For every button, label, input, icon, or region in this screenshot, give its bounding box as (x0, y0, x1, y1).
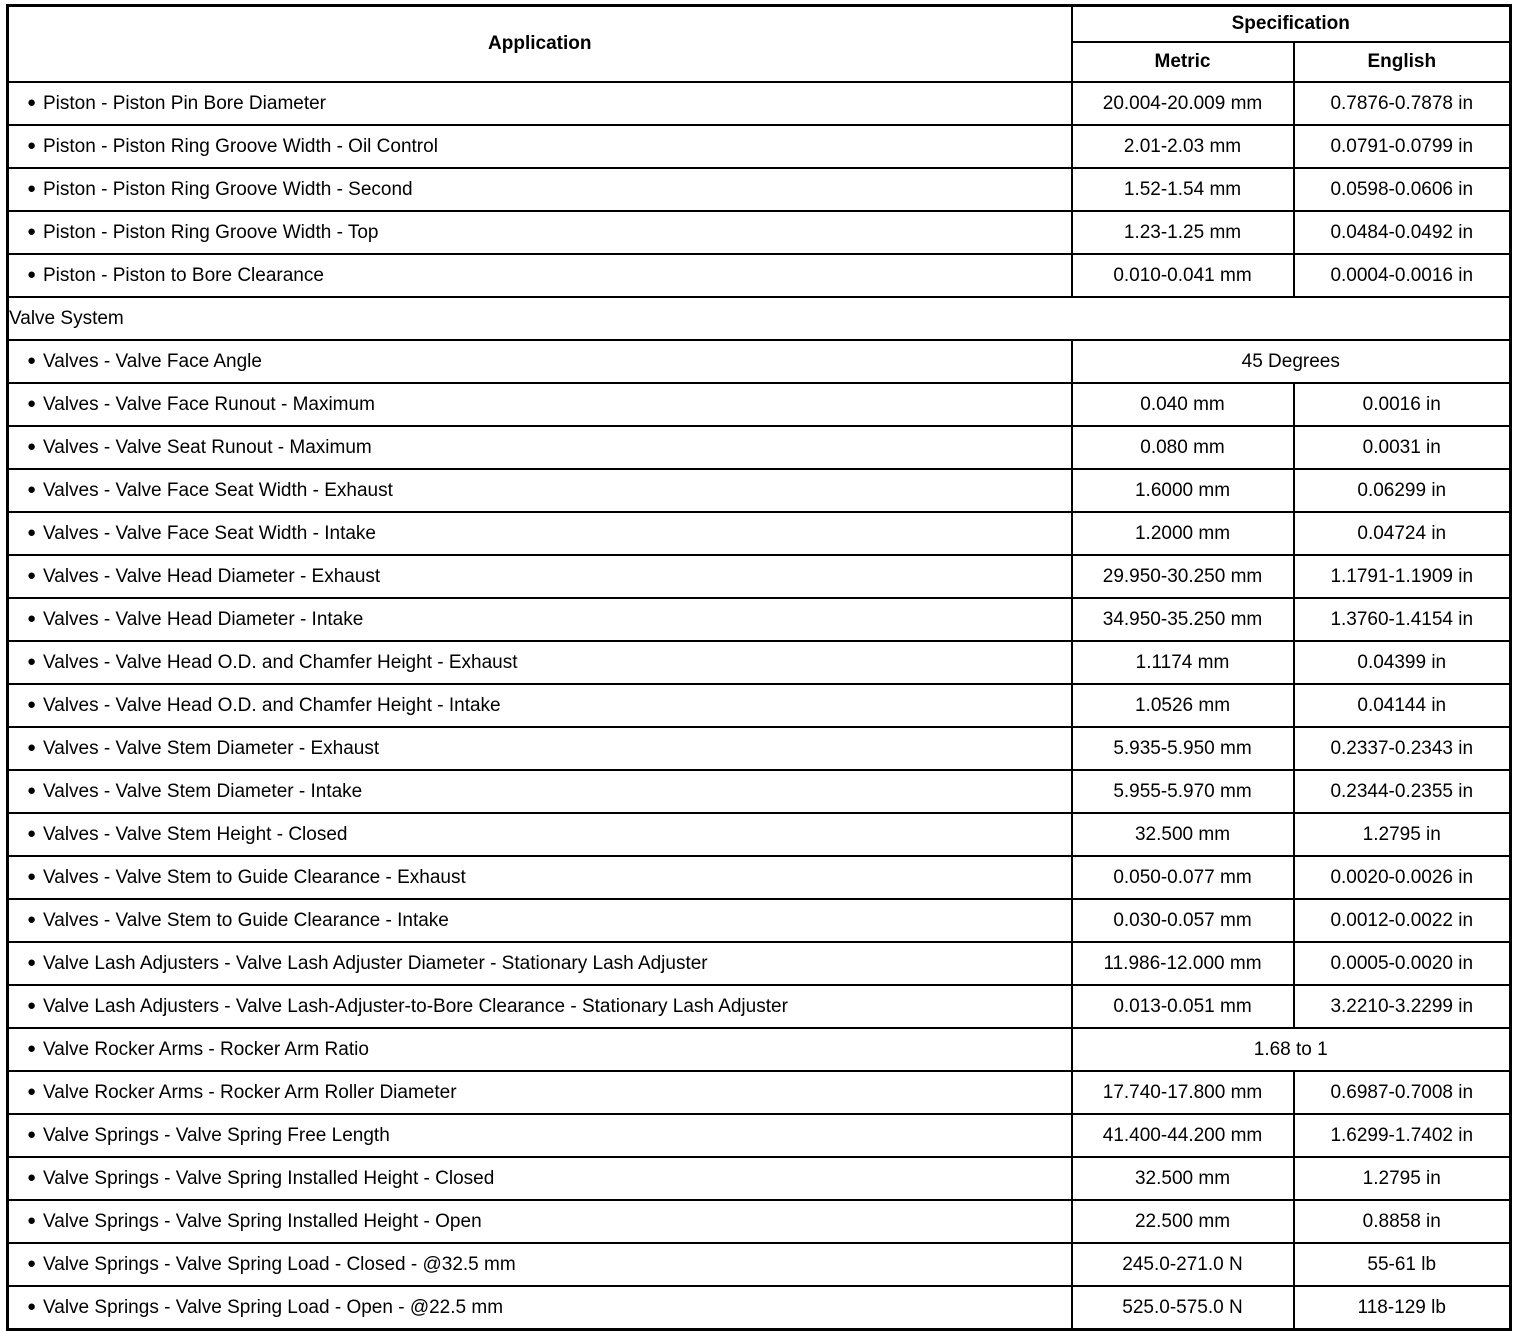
english-value-cell: 0.8858 in (1294, 1200, 1511, 1243)
application-cell (8, 1071, 1072, 1114)
table-body (8, 82, 1511, 1330)
table-row (8, 254, 1511, 297)
metric-value-cell: 11.986-12.000 mm (1072, 942, 1294, 985)
bullet-icon: ● (27, 653, 37, 670)
bullet-icon: ● (27, 180, 37, 197)
table-row (8, 512, 1511, 555)
application-cell (8, 598, 1072, 641)
bullet-icon: ● (27, 1040, 37, 1057)
bullet-icon: ● (27, 1126, 37, 1143)
table-row (8, 1286, 1511, 1330)
application-cell (8, 813, 1072, 856)
application-label: Valves - Valve Face Seat Width - Intake (43, 523, 376, 544)
bullet-icon: ● (27, 266, 37, 283)
application-cell (8, 899, 1072, 942)
application-label: Valve Rocker Arms - Rocker Arm Ratio (43, 1039, 369, 1060)
application-label: Valves - Valve Head O.D. and Chamfer Height - Exhaust (43, 652, 518, 673)
application-cell (8, 211, 1072, 254)
application-label: Valves - Valve Stem to Guide Clearance - Exhaust (43, 867, 466, 888)
application-cell (8, 1286, 1072, 1330)
application-label: Valves - Valve Stem to Guide Clearance - Intake (43, 910, 449, 931)
table-row (8, 1243, 1511, 1286)
application-cell (8, 469, 1072, 512)
english-value-cell: 0.2337-0.2343 in (1294, 727, 1511, 770)
metric-value-cell: 22.500 mm (1072, 1200, 1294, 1243)
metric-value-cell: 0.080 mm (1072, 426, 1294, 469)
table-row (8, 211, 1511, 254)
combined-specification-cell: 45 Degrees (1072, 340, 1511, 383)
bullet-icon: ● (27, 395, 37, 412)
bullet-icon: ● (27, 481, 37, 498)
table-row (8, 383, 1511, 426)
metric-value-cell: 32.500 mm (1072, 813, 1294, 856)
application-label: Valves - Valve Face Runout - Maximum (43, 394, 375, 415)
english-value-cell: 1.2795 in (1294, 813, 1511, 856)
metric-value-cell: 0.010-0.041 mm (1072, 254, 1294, 297)
table-row (8, 641, 1511, 684)
english-value-cell: 118-129 lb (1294, 1286, 1511, 1330)
metric-value-cell: 0.030-0.057 mm (1072, 899, 1294, 942)
bullet-icon: ● (27, 825, 37, 842)
metric-value-cell: 1.2000 mm (1072, 512, 1294, 555)
application-cell (8, 856, 1072, 899)
table-row (8, 856, 1511, 899)
bullet-icon: ● (27, 1169, 37, 1186)
metric-value-cell: 34.950-35.250 mm (1072, 598, 1294, 641)
application-cell (8, 1200, 1072, 1243)
metric-value-cell: 1.23-1.25 mm (1072, 211, 1294, 254)
column-header-specification: Specification (1072, 6, 1511, 43)
table-row (8, 1157, 1511, 1200)
bullet-icon: ● (27, 137, 37, 154)
table-row (8, 340, 1511, 383)
application-label: Valves - Valve Head O.D. and Chamfer Height - Intake (43, 695, 501, 716)
application-label: Piston - Piston Ring Groove Width - Top (43, 222, 379, 243)
metric-value-cell: 1.1174 mm (1072, 641, 1294, 684)
bullet-icon: ● (27, 94, 37, 111)
bullet-icon: ● (27, 1298, 37, 1315)
column-header-metric: Metric (1072, 42, 1294, 82)
table-row (8, 426, 1511, 469)
column-header-english: English (1294, 42, 1511, 82)
english-value-cell: 0.0012-0.0022 in (1294, 899, 1511, 942)
application-label: Valve Lash Adjusters - Valve Lash-Adjuster-to-Bore Clearance - Stationary Lash Adjuster (43, 996, 788, 1017)
application-label: Valves - Valve Stem Diameter - Exhaust (43, 738, 380, 759)
english-value-cell: 55-61 lb (1294, 1243, 1511, 1286)
metric-value-cell: 1.6000 mm (1072, 469, 1294, 512)
application-cell (8, 340, 1072, 383)
bullet-icon: ● (27, 1212, 37, 1229)
table-row (8, 813, 1511, 856)
metric-value-cell: 0.040 mm (1072, 383, 1294, 426)
bullet-icon: ● (27, 352, 37, 369)
english-value-cell: 0.0484-0.0492 in (1294, 211, 1511, 254)
english-value-cell: 1.1791-1.1909 in (1294, 555, 1511, 598)
application-label: Valve Lash Adjusters - Valve Lash Adjuster Diameter - Stationary Lash Adjuster (43, 953, 708, 974)
bullet-icon: ● (27, 567, 37, 584)
metric-value-cell: 41.400-44.200 mm (1072, 1114, 1294, 1157)
bullet-icon: ● (27, 997, 37, 1014)
bullet-icon: ● (27, 438, 37, 455)
table-row (8, 1114, 1511, 1157)
english-value-cell: 0.0005-0.0020 in (1294, 942, 1511, 985)
english-value-cell: 1.6299-1.7402 in (1294, 1114, 1511, 1157)
english-value-cell: 1.3760-1.4154 in (1294, 598, 1511, 641)
english-value-cell: 3.2210-3.2299 in (1294, 985, 1511, 1028)
table-row (8, 985, 1511, 1028)
english-value-cell: 0.0031 in (1294, 426, 1511, 469)
table-row (8, 727, 1511, 770)
application-cell (8, 426, 1072, 469)
application-label: Valves - Valve Face Angle (43, 351, 262, 372)
application-cell (8, 641, 1072, 684)
column-header-application: Application (8, 6, 1072, 83)
english-value-cell: 0.0004-0.0016 in (1294, 254, 1511, 297)
application-cell (8, 125, 1072, 168)
bullet-icon: ● (27, 696, 37, 713)
application-cell (8, 168, 1072, 211)
metric-value-cell: 1.52-1.54 mm (1072, 168, 1294, 211)
application-cell (8, 1243, 1072, 1286)
english-value-cell: 1.2795 in (1294, 1157, 1511, 1200)
english-value-cell: 0.04144 in (1294, 684, 1511, 727)
application-cell (8, 942, 1072, 985)
table-row (8, 555, 1511, 598)
metric-value-cell: 0.050-0.077 mm (1072, 856, 1294, 899)
table-row (8, 82, 1511, 125)
application-label: Piston - Piston Ring Groove Width - Oil Control (43, 136, 438, 157)
metric-value-cell: 5.955-5.970 mm (1072, 770, 1294, 813)
bullet-icon: ● (27, 524, 37, 541)
table-header (8, 6, 1511, 83)
table-row (8, 297, 1511, 340)
metric-value-cell: 0.013-0.051 mm (1072, 985, 1294, 1028)
application-cell (8, 1157, 1072, 1200)
section-header-label: Valve System (9, 307, 124, 329)
english-value-cell: 0.0020-0.0026 in (1294, 856, 1511, 899)
application-label: Valve Springs - Valve Spring Installed Height - Closed (43, 1168, 495, 1189)
table-row (8, 1028, 1511, 1071)
application-label: Valves - Valve Face Seat Width - Exhaust (43, 480, 393, 501)
table-row (8, 770, 1511, 813)
application-cell (8, 1028, 1072, 1071)
english-value-cell: 0.2344-0.2355 in (1294, 770, 1511, 813)
english-value-cell: 0.04399 in (1294, 641, 1511, 684)
table-row (8, 469, 1511, 512)
table-row (8, 899, 1511, 942)
application-cell (8, 254, 1072, 297)
bullet-icon: ● (27, 911, 37, 928)
application-label: Valve Rocker Arms - Rocker Arm Roller Diameter (43, 1082, 457, 1103)
application-label: Piston - Piston Ring Groove Width - Second (43, 179, 413, 200)
combined-specification-cell: 1.68 to 1 (1072, 1028, 1511, 1071)
application-label: Valve Springs - Valve Spring Installed Height - Open (43, 1211, 482, 1232)
english-value-cell: 0.7876-0.7878 in (1294, 82, 1511, 125)
application-label: Valves - Valve Head Diameter - Exhaust (43, 566, 381, 587)
application-label: Valves - Valve Seat Runout - Maximum (43, 437, 372, 458)
bullet-icon: ● (27, 610, 37, 627)
bullet-icon: ● (27, 868, 37, 885)
bullet-icon: ● (27, 1083, 37, 1100)
application-label: Valve Springs - Valve Spring Free Length (43, 1125, 390, 1146)
table-row (8, 684, 1511, 727)
english-value-cell: 0.0598-0.0606 in (1294, 168, 1511, 211)
application-label: Piston - Piston to Bore Clearance (43, 265, 324, 286)
application-label: Valves - Valve Stem Diameter - Intake (43, 781, 363, 802)
bullet-icon: ● (27, 954, 37, 971)
specifications-table (6, 4, 1512, 1331)
bullet-icon: ● (27, 739, 37, 756)
application-cell (8, 1114, 1072, 1157)
english-value-cell: 0.06299 in (1294, 469, 1511, 512)
metric-value-cell: 29.950-30.250 mm (1072, 555, 1294, 598)
application-label: Valves - Valve Stem Height - Closed (43, 824, 348, 845)
table-row (8, 125, 1511, 168)
table-row (8, 1071, 1511, 1114)
application-cell (8, 770, 1072, 813)
application-label: Piston - Piston Pin Bore Diameter (43, 93, 327, 114)
application-cell (8, 727, 1072, 770)
application-cell (8, 555, 1072, 598)
application-cell (8, 512, 1072, 555)
application-label: Valve Springs - Valve Spring Load - Closed - @32.5 mm (43, 1254, 516, 1275)
table-row (8, 598, 1511, 641)
application-label: Valves - Valve Head Diameter - Intake (43, 609, 364, 630)
table-row (8, 1200, 1511, 1243)
bullet-icon: ● (27, 223, 37, 240)
metric-value-cell: 1.0526 mm (1072, 684, 1294, 727)
application-cell (8, 383, 1072, 426)
section-header-cell (8, 297, 1511, 340)
metric-value-cell: 17.740-17.800 mm (1072, 1071, 1294, 1114)
table-row (8, 168, 1511, 211)
english-value-cell: 0.6987-0.7008 in (1294, 1071, 1511, 1114)
metric-value-cell: 2.01-2.03 mm (1072, 125, 1294, 168)
bullet-icon: ● (27, 782, 37, 799)
application-cell (8, 684, 1072, 727)
bullet-icon: ● (27, 1255, 37, 1272)
application-cell (8, 82, 1072, 125)
metric-value-cell: 20.004-20.009 mm (1072, 82, 1294, 125)
table-row (8, 942, 1511, 985)
metric-value-cell: 525.0-575.0 N (1072, 1286, 1294, 1330)
english-value-cell: 0.0016 in (1294, 383, 1511, 426)
application-cell (8, 985, 1072, 1028)
english-value-cell: 0.0791-0.0799 in (1294, 125, 1511, 168)
english-value-cell: 0.04724 in (1294, 512, 1511, 555)
application-label: Valve Springs - Valve Spring Load - Open - @22.5 mm (43, 1297, 504, 1318)
metric-value-cell: 5.935-5.950 mm (1072, 727, 1294, 770)
metric-value-cell: 245.0-271.0 N (1072, 1243, 1294, 1286)
metric-value-cell: 32.500 mm (1072, 1157, 1294, 1200)
